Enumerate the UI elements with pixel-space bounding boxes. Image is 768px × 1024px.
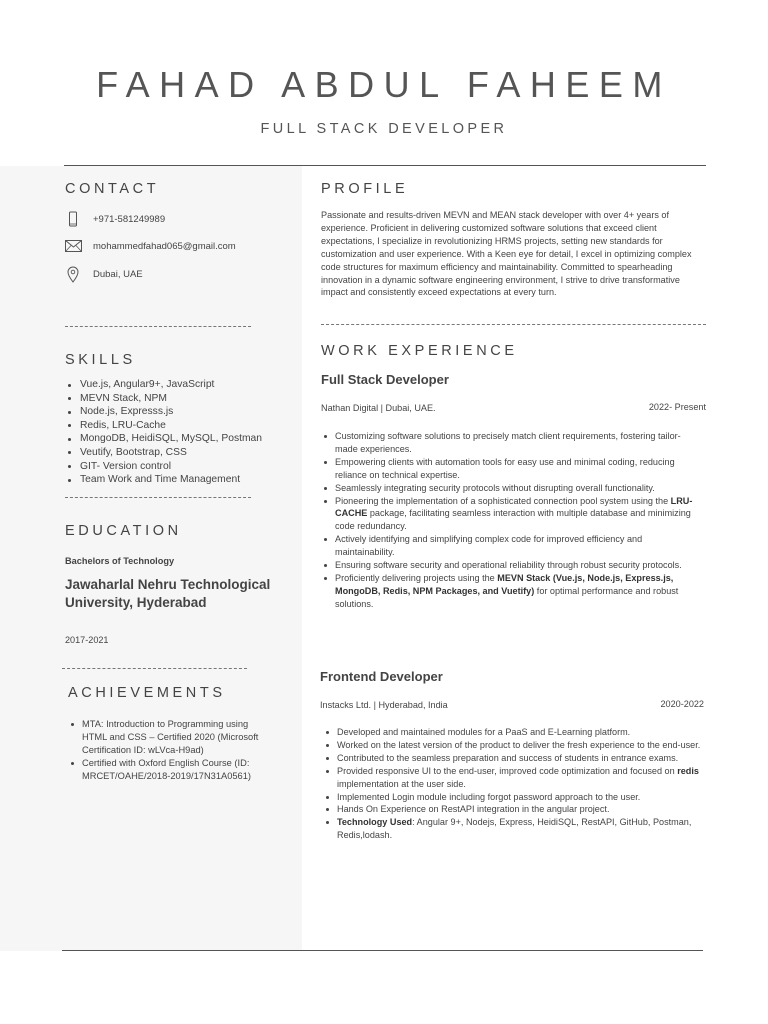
skill-item: Redis, LRU-Cache — [65, 419, 295, 433]
skill-item: Veutify, Bootstrap, CSS — [65, 446, 295, 460]
phone-icon — [64, 210, 82, 228]
education-heading: EDUCATION — [65, 523, 182, 539]
achievement-item: Certified with Oxford English Course (ID: MRCET/OAHE/2018-2019/17N31A0561) — [65, 757, 265, 783]
education-years: 2017-2021 — [65, 635, 109, 645]
skill-item: MEVN Stack, NPM — [65, 392, 295, 406]
job-bullet: Proficiently delivering projects using the MEVN Stack (Vue.js, Node.js, Express.js, MongoDB, Redis, NPM Packages, and Vuetify) for optimal performance and robust solutions. — [321, 572, 697, 611]
job-company: Nathan Digital | Dubai, UAE. — [321, 403, 436, 413]
experience-heading: WORK EXPERIENCE — [321, 343, 518, 359]
skill-item: MongoDB, HeidiSQL, MySQL, Postman — [65, 432, 295, 446]
profile-summary: Passionate and results-driven MEVN and MEAN stack developer with over 4+ years of experience. Proficient in delivering customized software solutions that exceed client expectations, I specialize in revolutionizing HRMS projects, setting new standards for customization and user experience. With a Keen eye for detail, I excel in optimizing complex code structures for maximum efficiency and maintainability. Committed to spearheading innovation in a dynamic software engineering environment, I strive to drive transformative impact and consistently exceed expectations at every turn. — [321, 210, 692, 298]
job-bullet: Hands On Experience on RestAPI integration in the angular project. — [323, 803, 706, 816]
job-bullet: Worked on the latest version of the product to deliver the fresh experience to the end-user. — [323, 739, 706, 752]
job-company: Instacks Ltd. | Hyderabad, India — [320, 700, 448, 710]
job-bullet: Empowering clients with automation tools for easy use and minimal coding, reducing reliance on technical expertise. — [321, 456, 697, 482]
skills-list — [65, 378, 295, 487]
job-bullet: Actively identifying and simplifying complex code for improved efficiency and maintainability. — [321, 533, 697, 559]
location-text: Dubai, UAE — [93, 268, 143, 280]
job-bullet: Customizing software solutions to precisely match client requirements, fostering tailor-made experiences. — [321, 430, 697, 456]
skills-heading: SKILLS — [65, 352, 136, 368]
achievements-heading: ACHIEVEMENTS — [68, 685, 226, 701]
skill-item: Node.js, Expresss.js — [65, 405, 295, 419]
email-address: mohammedfahad065@gmail.com — [93, 240, 236, 252]
contact-email — [64, 237, 236, 255]
job-bullet: Seamlessly integrating security protocols without disrupting overall functionality. — [321, 482, 697, 495]
education-divider — [62, 668, 247, 669]
candidate-name: FAHAD ABDUL FAHEEM — [96, 64, 672, 105]
job-dates: 2020-2022 — [660, 699, 704, 709]
location-pin-icon — [64, 265, 82, 283]
job-title: Frontend Developer — [320, 669, 443, 684]
skill-item: GIT- Version control — [65, 460, 295, 474]
job-bullets — [321, 430, 697, 611]
contact-divider — [65, 326, 251, 327]
contact-heading: CONTACT — [65, 181, 160, 197]
degree: Bachelors of Technology — [65, 556, 175, 566]
skill-item: Team Work and Time Management — [65, 473, 295, 487]
achievements-list — [65, 718, 265, 783]
job-bullets — [323, 726, 706, 842]
job-bullet: Ensuring software security and operational reliability through robust security protocols. — [321, 559, 697, 572]
job-bullet: Pioneering the implementation of a sophisticated connection pool system using the LRU-CACHE package, facilitating seamless interaction with multiple database and minimizing code redundancy. — [321, 495, 697, 534]
contact-location — [64, 265, 143, 283]
job-bullet: Implemented Login module including forgot password approach to the user. — [323, 791, 706, 804]
skills-divider — [65, 497, 251, 498]
mail-icon — [64, 237, 82, 255]
job-bullet: Provided responsive UI to the end-user, improved code optimization and focused on redis implementation at the user side. — [323, 765, 706, 791]
footer-divider — [62, 950, 703, 951]
school-name: Jawaharlal Nehru Technological University, Hyderabad — [65, 577, 271, 610]
skill-item: Vue.js, Angular9+, JavaScript — [65, 378, 295, 392]
job-bullet: Contributed to the seamless preparation and success of students in entrance exams. — [323, 752, 706, 765]
job-bullet: Developed and maintained modules for a PaaS and E-Learning platform. — [323, 726, 706, 739]
job-bullet: Technology Used: Angular 9+, Nodejs, Express, HeidiSQL, RestAPI, GitHub, Postman, Redis,lodash. — [323, 816, 706, 842]
profile-heading: PROFILE — [321, 181, 409, 197]
job-title: Full Stack Developer — [321, 372, 449, 387]
profile-divider — [321, 324, 706, 325]
achievement-item: MTA: Introduction to Programming using HTML and CSS – Certified 2020 (Microsoft Certification ID: wLVca-H9ad) — [65, 718, 265, 757]
contact-phone — [64, 210, 165, 228]
job-role: FULL STACK DEVELOPER — [260, 121, 508, 137]
job-dates: 2022- Present — [648, 402, 706, 412]
phone-number: +971-581249989 — [93, 213, 166, 225]
